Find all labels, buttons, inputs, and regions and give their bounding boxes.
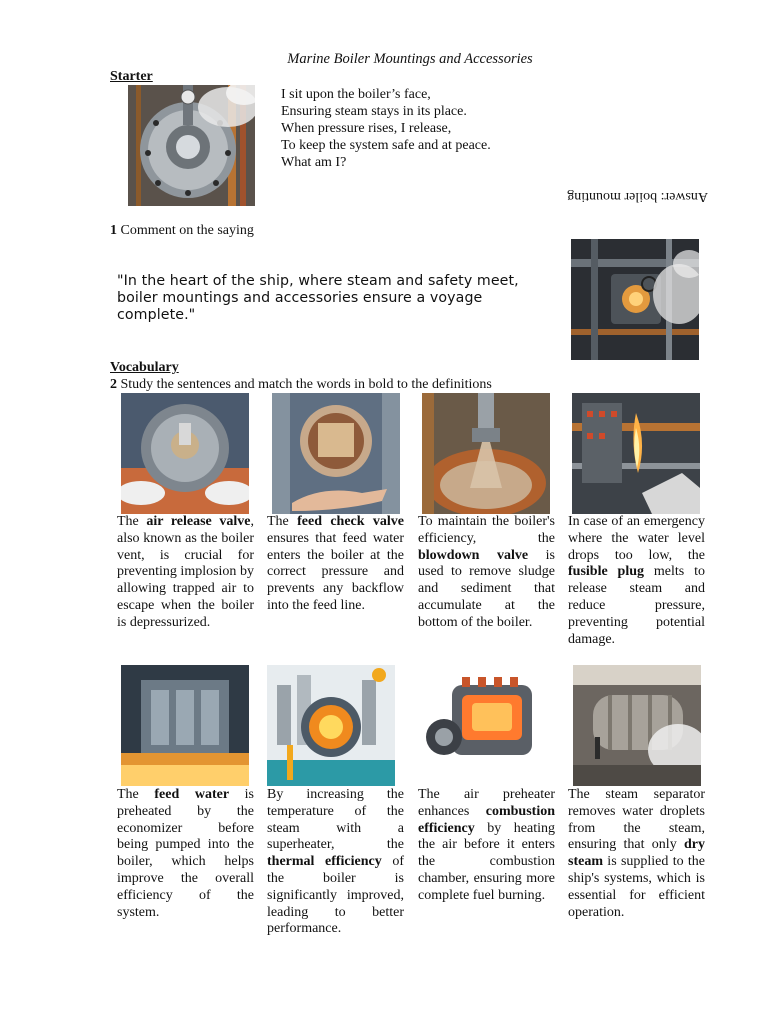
page-title: Marine Boiler Mountings and Accessories: [287, 51, 533, 67]
vocab-card: The feed water is preheated by the economizer before being pumped into the boiler, which helps improve the overall efficiency of the system.: [117, 787, 255, 920]
riddle-line: When pressure rises, I release,: [281, 121, 452, 136]
task1-prompt: [110, 223, 254, 239]
vocab-card: The air preheater enhances combustion efficiency by heating the air before it enters the combustion chamber, ensuring more complete fuel burning.: [418, 787, 555, 903]
task2-prompt: [110, 377, 492, 393]
blowdown-valve-image: [422, 393, 550, 514]
vocab-card: The feed check valve ensures that feed water enters the boiler at the correct pressure and prevents any backflow into the feed line.: [267, 514, 404, 613]
starter-heading: Starter: [110, 69, 153, 84]
boiler-mounting-image: [128, 85, 255, 206]
vocab-term: thermal efficiency: [267, 854, 382, 870]
riddle-line: I sit upon the boiler’s face,: [281, 87, 431, 102]
air-release-valve-image: [121, 393, 249, 514]
vocab-term: feed water: [154, 787, 230, 802]
task2-number: 2: [110, 377, 117, 392]
fusible-plug-image: [572, 393, 700, 514]
feed-water-image: [121, 665, 249, 786]
thermal-efficiency-image: [267, 665, 395, 786]
vocab-term: blowdown valve: [418, 547, 529, 563]
vocab-term: combustion efficiency: [418, 803, 555, 836]
vocab-card: In case of an emergency where the water level drops too low, the fusible plug melts to release steam and reduce pressure, preventing potential damage.: [568, 514, 705, 647]
riddle: [281, 86, 491, 171]
vocab-term: fusible plug: [568, 564, 645, 580]
riddle-line: What am I?: [281, 155, 347, 170]
vocab-term: dry steam: [568, 837, 705, 870]
task1-instruction: Comment on the saying: [120, 223, 254, 238]
riddle-line: To keep the system safe and at peace.: [281, 138, 491, 153]
vocab-card: The steam separator removes water droplets from the steam, ensuring that only dry steam is supplied to the ship's systems, which is essential for efficient operation.: [568, 787, 705, 920]
vocabulary-heading: Vocabulary: [110, 360, 179, 375]
quote: "In the heart of the ship, where steam and safety meet, boiler mountings and accessories ensure a voyage complete.": [117, 273, 519, 323]
upside-down-answer: Answer: boiler mounting: [567, 189, 708, 204]
vocab-card: By increasing the temperature of the steam with a superheater, the thermal efficiency of the boiler is significantly improved, leading to better performance.: [267, 787, 404, 937]
riddle-line: Ensuring steam stays in its place.: [281, 104, 467, 119]
vocab-card: To maintain the boiler's efficiency, the blowdown valve is used to remove sludge and sediment that accumulate at the bottom of the boiler.: [418, 514, 556, 630]
vocab-card: The air release valve, also known as the boiler vent, is crucial for preventing implosion by allowing trapped air to escape when the boiler is depressurized.: [117, 514, 254, 630]
task2-instruction: Study the sentences and match the words in bold to the definitions: [120, 377, 492, 392]
feed-check-valve-image: [272, 393, 400, 514]
engine-room-image: [571, 239, 699, 360]
vocab-term: feed check valve: [297, 514, 404, 529]
vocab-term: air release valve: [146, 514, 251, 529]
dry-steam-image: [573, 665, 701, 786]
task1-number: 1: [110, 223, 117, 238]
combustion-efficiency-image: [422, 665, 550, 786]
